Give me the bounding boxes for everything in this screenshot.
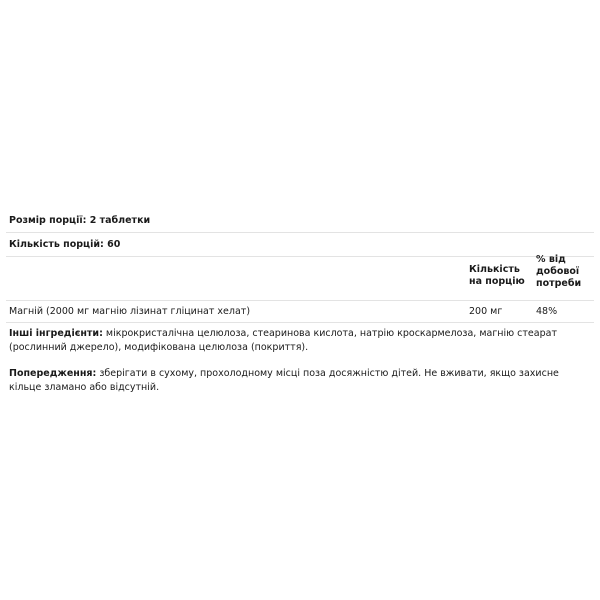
servings-count-value: 60 <box>107 239 121 250</box>
serving-size-row <box>6 209 594 233</box>
servings-count-label: Кількість порцій <box>9 239 100 250</box>
other-ingredients <box>6 323 577 355</box>
other-ingredients-text: мікрокристалічна целюлоза, стеаринова кислота, натрію кроскармелоза, магнію стеарат (рослинний джерело), модифікована целюлоза (покриття). <box>9 328 557 353</box>
warning-text: зберігати в сухому, прохолодному місці поза досяжністю дітей. Не вживати, якщо захисне кільце зламано або відсутній. <box>9 368 559 393</box>
nutrient-name: Магній (2000 мг магнію лізинат гліцинат хелат) <box>9 306 251 317</box>
table-row <box>6 301 594 323</box>
serving-size-text: Розмір порції: 2 таблетки <box>9 215 151 226</box>
servings-per-container-row <box>6 233 594 257</box>
header-daily-value: % від добової потреби <box>536 254 582 289</box>
spacer <box>6 355 594 363</box>
nutrient-daily-value: 48% <box>536 306 558 317</box>
supplement-facts-panel <box>6 209 594 395</box>
warning-label: Попередження: <box>9 368 97 379</box>
other-ingredients-label: Інші інгредієнти: <box>9 328 103 339</box>
nutrient-amount: 200 мг <box>469 306 503 317</box>
header-amount-per-serving: Кількість на порцію <box>469 264 525 287</box>
servings-count-colon: : <box>100 239 108 250</box>
warning-note <box>6 363 577 395</box>
